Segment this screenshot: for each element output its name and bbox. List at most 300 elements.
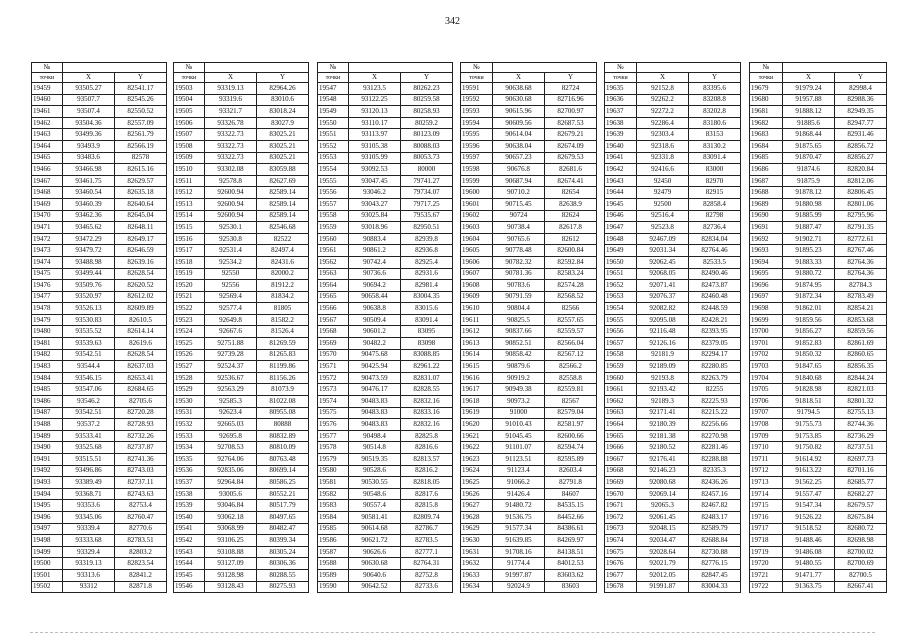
table-row [32,129,167,141]
x-coordinate-cell: 93499.44 [63,268,115,280]
table-row [318,303,453,315]
x-coordinate-cell: 91880.72 [783,268,835,280]
table-row [605,245,741,257]
table-row [174,465,309,477]
x-coordinate-cell: 92585.3 [205,396,257,408]
y-coordinate-cell: 83025.21 [257,140,309,152]
y-coordinate-cell: 82592.84 [545,256,597,268]
x-coordinate-cell: 93530.83 [63,314,115,326]
table-row [461,129,597,141]
point-number-cell: 19571 [318,361,349,373]
table-row [605,523,741,535]
x-coordinate-cell: 90825.5 [493,314,545,326]
x-coordinate-cell: 90483.83 [349,407,401,419]
table-row [750,407,887,419]
table-row [318,581,453,593]
x-coordinate-cell: 93526.13 [63,303,115,315]
y-coordinate-cell: 82737.87 [115,442,167,454]
x-coordinate-cell: 92665.03 [205,419,257,431]
point-number-cell: 19672 [605,511,637,523]
y-coordinate-cell: 83025.21 [257,152,309,164]
table-row [750,187,887,199]
y-coordinate-cell: 84535.15 [545,500,597,512]
table-row [318,372,453,384]
x-coordinate-cell: 92193.42 [637,384,689,396]
table-row [174,430,309,442]
table-row [461,442,597,454]
x-coordinate-cell: 92031.34 [637,245,689,257]
x-coordinate-cell: 90621.72 [349,535,401,547]
x-coordinate-cell: 91880.98 [783,198,835,210]
y-coordinate-cell: 82558.8 [545,372,597,384]
table-row [32,117,167,129]
point-number-cell: 19556 [318,187,349,199]
y-coordinate-cell: 81265.83 [257,349,309,361]
point-number-cell: 19666 [605,442,637,454]
table-row [318,140,453,152]
table-row [461,152,597,164]
table-row [174,454,309,466]
y-coordinate-cell: 82737.11 [115,477,167,489]
table-row [174,523,309,535]
y-coordinate-cell: 80586.25 [257,477,309,489]
x-coordinate-cell: 91363.75 [783,581,835,593]
point-number-cell: 19497 [32,523,63,535]
y-coordinate-cell: 82679.53 [545,152,597,164]
point-number-cell: 19708 [750,419,783,431]
y-coordinate-cell: 83395.6 [689,83,741,95]
x-coordinate-cell: 93120.13 [349,106,401,118]
y-coordinate-cell: 82820.84 [835,164,887,176]
point-number-cell: 19507 [174,129,205,141]
x-coordinate-cell: 91753.85 [783,430,835,442]
table-row [32,396,167,408]
x-coordinate-cell: 90614.04 [493,129,545,141]
x-coordinate-cell: 92450 [637,175,689,187]
table-row [750,268,887,280]
y-coordinate-cell: 82791.35 [835,222,887,234]
y-coordinate-cell: 82497.4 [257,245,309,257]
y-coordinate-cell: 82667.41 [835,581,887,593]
y-coordinate-cell: 82786.7 [401,523,453,535]
point-number-cell: 19630 [461,535,493,547]
point-number-cell: 19492 [32,465,63,477]
point-number-cell: 19659 [605,361,637,373]
x-coordinate-cell: 90638.04 [493,140,545,152]
y-coordinate-cell: 82379.05 [689,338,741,350]
point-number-cell: 19582 [318,488,349,500]
y-coordinate-cell: 83010.6 [257,94,309,106]
table-row [461,569,597,581]
x-coordinate-cell: 90687.94 [493,175,545,187]
table-row [750,233,887,245]
header-y: Y [689,73,741,83]
table-row [605,94,741,106]
point-number-cell: 19585 [318,523,349,535]
point-number-cell: 19589 [318,569,349,581]
table-row [605,222,741,234]
x-coordinate-cell: 90837.66 [493,326,545,338]
table-row [605,546,741,558]
y-coordinate-cell: 82720.28 [115,407,167,419]
table-row [461,175,597,187]
y-coordinate-cell: 82949.35 [835,106,887,118]
table-row [461,349,597,361]
x-coordinate-cell: 91818.51 [783,396,835,408]
y-coordinate-cell: 84386.61 [545,523,597,535]
y-coordinate-cell: 82825.8 [401,430,453,442]
point-number-cell: 19473 [32,245,63,257]
table-row [174,94,309,106]
table-row [605,152,741,164]
point-number-cell: 19469 [32,198,63,210]
table-row [32,326,167,338]
x-coordinate-cell: 90781.36 [493,268,545,280]
y-coordinate-cell: 82770.6 [115,523,167,535]
x-coordinate-cell: 90614.68 [349,523,401,535]
x-coordinate-cell: 92600.94 [205,210,257,222]
x-coordinate-cell: 90626.6 [349,546,401,558]
y-coordinate-cell: 82600.84 [545,245,597,257]
point-number-cell: 19604 [461,233,493,245]
x-coordinate-cell: 92739.28 [205,349,257,361]
y-coordinate-cell: 82736.4 [689,222,741,234]
point-number-cell: 19523 [174,314,205,326]
y-coordinate-cell: 82640.64 [115,198,167,210]
y-coordinate-cell: 82579.04 [545,407,597,419]
x-coordinate-cell: 92171.41 [637,407,689,419]
table-row [605,511,741,523]
x-coordinate-cell: 90657.23 [493,152,545,164]
x-coordinate-cell: 91850.32 [783,349,835,361]
x-coordinate-cell: 90630.68 [349,558,401,570]
y-coordinate-cell: 82764.31 [401,558,453,570]
y-coordinate-cell: 84607 [545,488,597,500]
point-number-cell: 19496 [32,511,63,523]
table-row [174,314,309,326]
point-number-cell: 19606 [461,256,493,268]
table-row [32,488,167,500]
point-number-cell: 19513 [174,198,205,210]
table-row [174,222,309,234]
x-coordinate-cell: 93525.68 [63,442,115,454]
point-number-cell: 19574 [318,396,349,408]
point-number-cell: 19462 [32,117,63,129]
point-number-cell: 19500 [32,558,63,570]
y-coordinate-cell: 83153 [689,129,741,141]
y-coordinate-cell: 82950.51 [401,222,453,234]
table-row [605,326,741,338]
x-coordinate-cell: 92071.41 [637,280,689,292]
point-number-cell: 19527 [174,361,205,373]
y-coordinate-cell: 80482.47 [257,523,309,535]
table-row [605,581,741,593]
y-coordinate-cell: 82581.97 [545,419,597,431]
table-row [32,442,167,454]
y-coordinate-cell: 82566.19 [115,140,167,152]
table-row [750,535,887,547]
table-row [750,454,887,466]
x-coordinate-cell: 90498.4 [349,430,401,442]
table-row [318,129,453,141]
point-number-cell: 19597 [461,152,493,164]
point-number-cell: 19586 [318,535,349,547]
y-coordinate-cell: 80288.55 [257,569,309,581]
y-coordinate-cell: 82448.59 [689,303,741,315]
point-number-cell: 19694 [750,256,783,268]
x-coordinate-cell: 93092.53 [349,164,401,176]
x-coordinate-cell: 91123.51 [493,454,545,466]
y-coordinate-cell: 82784.3 [835,280,887,292]
x-coordinate-cell: 93505.27 [63,83,115,95]
point-number-cell: 19700 [750,326,783,338]
x-coordinate-cell: 91526.22 [783,511,835,523]
x-coordinate-cell: 93321.7 [205,106,257,118]
point-number-cell: 19531 [174,407,205,419]
x-coordinate-cell: 93302.08 [205,164,257,176]
table-row [174,280,309,292]
table-row [174,488,309,500]
y-coordinate-cell: 82700.02 [835,546,887,558]
x-coordinate-cell: 93123.5 [349,83,401,95]
point-number-cell: 19517 [174,245,205,257]
x-coordinate-cell: 93319.6 [205,94,257,106]
point-number-cell: 19533 [174,430,205,442]
x-coordinate-cell: 91547.34 [783,500,835,512]
y-coordinate-cell: 82578 [115,152,167,164]
x-coordinate-cell: 90483.83 [349,419,401,431]
table-row [605,407,741,419]
y-coordinate-cell: 82947.77 [835,117,887,129]
table-row [318,198,453,210]
x-coordinate-cell: 91870.47 [783,152,835,164]
coordinate-table-6 [749,62,887,593]
table-row [174,396,309,408]
x-coordinate-cell: 92095.08 [637,314,689,326]
y-coordinate-cell: 82335.3 [689,465,741,477]
table-row [318,83,453,95]
x-coordinate-cell: 93312 [63,581,115,593]
y-coordinate-cell: 79734.07 [401,187,453,199]
x-coordinate-cell: 91471.77 [783,569,835,581]
x-coordinate-cell: 92600.94 [205,187,257,199]
point-number-cell: 19687 [750,175,783,187]
table-row [605,338,741,350]
x-coordinate-cell: 93046.84 [205,500,257,512]
y-coordinate-cell: 82566.04 [545,338,597,350]
point-number-cell: 19518 [174,256,205,268]
point-number-cell: 19481 [32,338,63,350]
y-coordinate-cell: 82844.24 [835,372,887,384]
point-number-cell: 19695 [750,268,783,280]
x-coordinate-cell: 91518.52 [783,523,835,535]
table-row [32,106,167,118]
table-row [174,372,309,384]
table-row [750,430,887,442]
point-number-cell: 19505 [174,106,205,118]
point-number-cell: 19536 [174,465,205,477]
y-coordinate-cell: 83180.6 [689,117,741,129]
table-row [318,94,453,106]
table-row [174,349,309,361]
y-coordinate-cell: 82600.66 [545,430,597,442]
table-row [32,465,167,477]
x-coordinate-cell: 93472.29 [63,233,115,245]
y-coordinate-cell: 82752.8 [401,569,453,581]
point-number-cell: 19636 [605,94,637,106]
table-row [461,419,597,431]
y-coordinate-cell: 82783.49 [835,291,887,303]
point-number-cell: 19543 [174,546,205,558]
table-row [174,245,309,257]
table-row [461,500,597,512]
header-blank [63,63,167,73]
y-coordinate-cell: 82574.28 [545,280,597,292]
point-number-cell: 19620 [461,419,493,431]
y-coordinate-cell: 81156.26 [257,372,309,384]
table-row [750,303,887,315]
y-coordinate-cell: 82595.89 [545,454,597,466]
table-row [32,361,167,373]
point-number-cell: 19618 [461,396,493,408]
x-coordinate-cell: 91840.68 [783,372,835,384]
x-coordinate-cell: 91902.71 [783,233,835,245]
x-coordinate-cell: 93479.72 [63,245,115,257]
header-y: Y [115,73,167,83]
point-number-cell: 19633 [461,569,493,581]
table-row [32,546,167,558]
point-number-cell: 19705 [750,384,783,396]
point-number-cell: 19482 [32,349,63,361]
table-row [605,558,741,570]
table-row [318,210,453,222]
y-coordinate-cell: 82280.85 [689,361,741,373]
table-row [174,164,309,176]
point-number-cell: 19667 [605,454,637,466]
point-number-cell: 19646 [605,210,637,222]
y-coordinate-cell: 82816.6 [401,442,453,454]
point-number-cell: 19583 [318,500,349,512]
x-coordinate-cell: 93043.27 [349,198,401,210]
point-number-cell: 19515 [174,222,205,234]
point-number-cell: 19552 [318,140,349,152]
table-row [32,187,167,199]
point-number-cell: 19592 [461,94,493,106]
point-number-cell: 19709 [750,430,783,442]
x-coordinate-cell: 91874.95 [783,280,835,292]
point-number-cell: 19474 [32,256,63,268]
x-coordinate-cell: 93466.98 [63,164,115,176]
y-coordinate-cell: 82619.6 [115,338,167,350]
y-coordinate-cell: 80123.09 [401,129,453,141]
point-number-cell: 19503 [174,83,205,95]
x-coordinate-cell: 91066.2 [493,477,545,489]
table-row [174,152,309,164]
y-coordinate-cell: 82566.2 [545,361,597,373]
y-coordinate-cell: 82467.82 [689,500,741,512]
y-coordinate-cell: 82682.27 [835,488,887,500]
header-number: № [750,63,783,73]
table-row [174,291,309,303]
x-coordinate-cell: 90557.4 [349,500,401,512]
point-number-cell: 19488 [32,419,63,431]
point-number-cell: 19461 [32,106,63,118]
table-row [461,465,597,477]
point-number-cell: 19625 [461,477,493,489]
x-coordinate-cell: 93535.52 [63,326,115,338]
x-coordinate-cell: 91868.44 [783,129,835,141]
y-coordinate-cell: 82431.6 [257,256,309,268]
point-number-cell: 19538 [174,488,205,500]
x-coordinate-cell: 92536.67 [205,372,257,384]
y-coordinate-cell: 82853.68 [835,314,887,326]
table-row [174,511,309,523]
x-coordinate-cell: 92034.47 [637,535,689,547]
y-coordinate-cell: 82743.03 [115,465,167,477]
x-coordinate-cell: 91874.6 [783,164,835,176]
x-coordinate-cell: 92181.9 [637,349,689,361]
y-coordinate-cell: 81834.2 [257,291,309,303]
y-coordinate-cell: 82615.16 [115,164,167,176]
x-coordinate-cell: 92272.2 [637,106,689,118]
point-number-cell: 19573 [318,384,349,396]
point-number-cell: 19475 [32,268,63,280]
y-coordinate-cell: 82541.17 [115,83,167,95]
point-number-cell: 19560 [318,233,349,245]
y-coordinate-cell: 81912.2 [257,280,309,292]
table-row [174,338,309,350]
y-coordinate-cell: 84012.53 [545,558,597,570]
table-row [461,523,597,535]
coordinate-table-3 [317,62,453,593]
point-number-cell: 19616 [461,372,493,384]
table-row [750,361,887,373]
table-row [461,198,597,210]
x-coordinate-cell: 93329.4 [63,546,115,558]
point-number-cell: 19617 [461,384,493,396]
x-coordinate-cell: 92028.64 [637,546,689,558]
point-number-cell: 19634 [461,581,493,593]
point-number-cell: 19530 [174,396,205,408]
x-coordinate-cell: 92048.15 [637,523,689,535]
y-coordinate-cell: 82803.2 [115,546,167,558]
table-row [605,372,741,384]
x-coordinate-cell: 90483.83 [349,396,401,408]
point-number-cell: 19599 [461,175,493,187]
point-number-cell: 19647 [605,222,637,234]
x-coordinate-cell: 92524.37 [205,361,257,373]
point-number-cell: 19540 [174,511,205,523]
x-coordinate-cell: 93333.68 [63,535,115,547]
y-coordinate-cell: 82701.16 [835,465,887,477]
header-number: № [174,63,205,73]
coordinate-table-1 [31,62,167,593]
table-row [32,198,167,210]
table-row [750,117,887,129]
table-row [32,314,167,326]
header-x: X [349,73,401,83]
point-number-cell: 19472 [32,233,63,245]
table-row [32,419,167,431]
point-number-cell: 19631 [461,546,493,558]
x-coordinate-cell: 90778.48 [493,245,545,257]
point-number-cell: 19568 [318,326,349,338]
y-coordinate-cell: 82648.11 [115,222,167,234]
header-x: X [205,73,257,83]
table-row [318,314,453,326]
x-coordinate-cell: 91847.65 [783,361,835,373]
x-coordinate-cell: 93493.9 [63,140,115,152]
